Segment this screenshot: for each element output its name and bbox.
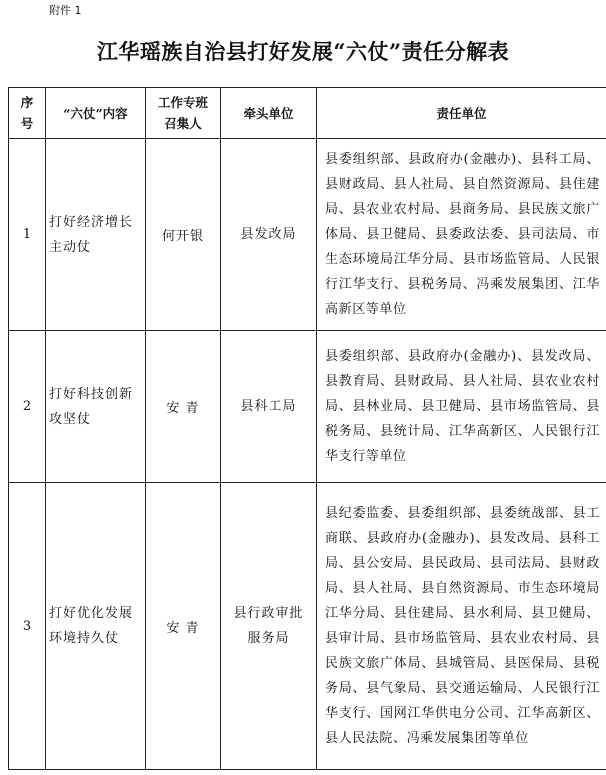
row-lead-unit: 县科工局 bbox=[221, 331, 317, 483]
table-row bbox=[9, 331, 606, 483]
row-number: 3 bbox=[9, 483, 46, 770]
row-responsible-units: 县委组织部、县政府办(金融办)、县科工局、县财政局、县人社局、县自然资源局、县住建局、县农业农村局、县商务局、县民族文旅广体局、县卫健局、县委政法委、县司法局、市生态环境局江华分局、县市场监管局、人民银行江华支行、县税务局、冯乘发展集团、江华高新区等单位 bbox=[317, 139, 606, 331]
row-convener: 安 青 bbox=[146, 331, 221, 483]
table-header-row bbox=[9, 88, 606, 139]
row-content: 打好科技创新攻坚仗 bbox=[46, 331, 146, 483]
row-responsible-units: 县委组织部、县政府办(金融办)、县发改局、县教育局、县财政局、县人社局、县农业农村局、县林业局、县卫健局、县市场监管局、县税务局、县统计局、江华高新区、人民银行江华支行等单位 bbox=[317, 331, 606, 483]
header-content: “六仗”内容 bbox=[46, 88, 146, 139]
table-row bbox=[9, 139, 606, 331]
attachment-label: 附件 1 bbox=[49, 4, 82, 17]
row-convener: 何开银 bbox=[146, 139, 221, 331]
row-lead-unit: 县发改局 bbox=[221, 139, 317, 331]
header-lead: 牵头单位 bbox=[221, 88, 317, 139]
header-no: 序号 bbox=[9, 88, 46, 139]
table-row bbox=[9, 483, 606, 770]
row-content: 打好经济增长主动仗 bbox=[46, 139, 146, 331]
row-content: 打好优化发展环境持久仗 bbox=[46, 483, 146, 770]
header-resp: 责任单位 bbox=[317, 88, 606, 139]
row-lead-unit: 县行政审批服务局 bbox=[221, 483, 317, 770]
row-responsible-units: 县纪委监委、县委组织部、县委统战部、县工商联、县政府办(金融办)、县发改局、县科工局、县公安局、县民政局、县司法局、县财政局、县人社局、县自然资源局、市生态环境局江华分局、县住建局、县水利局、县卫健局、县审计局、县市场监管局、县农业农村局、县民族文旅广体局、县城管局、县医保局、县税务局、县气象局、县交通运输局、人民银行江华支行、国网江华供电分公司、江华高新区、县人民法院、冯乘发展集团等单位 bbox=[317, 483, 606, 770]
row-number: 2 bbox=[9, 331, 46, 483]
header-convener: 工作专班召集人 bbox=[146, 88, 221, 139]
row-number: 1 bbox=[9, 139, 46, 331]
responsibility-table bbox=[8, 87, 606, 770]
page-title: 江华瑶族自治县打好发展“六仗”责任分解表 bbox=[96, 39, 510, 64]
row-convener: 安 青 bbox=[146, 483, 221, 770]
